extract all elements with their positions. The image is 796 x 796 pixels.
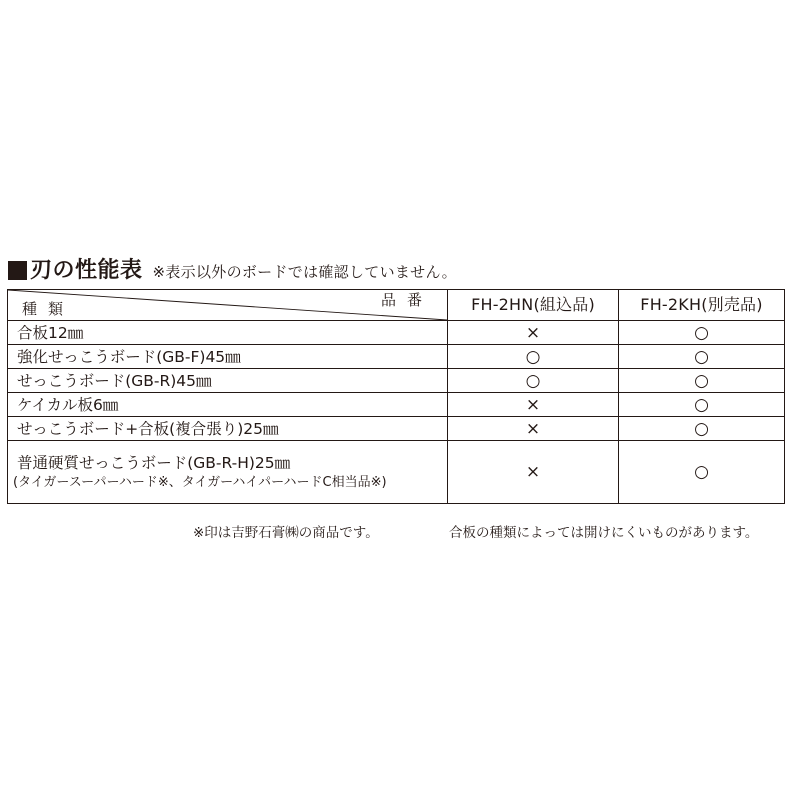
- title-row: [8, 254, 457, 284]
- footnote-right: 合板の種類によっては開けにくいものがあります。: [449, 525, 759, 541]
- row-sublabel: (タイガースーパーハード※、タイガーハイパーハードC相当品※): [13, 475, 387, 490]
- mark-fh-2hn: ○: [448, 369, 619, 393]
- table-header-row: [8, 290, 785, 321]
- blade-performance-table: [7, 289, 785, 504]
- title-note: ※表示以外のボードでは確認していません。: [152, 263, 457, 281]
- table-row: [8, 441, 785, 504]
- page-title: 刃の性能表: [30, 258, 143, 283]
- header-diagonal-cell: [8, 290, 448, 321]
- mark-fh-2hn: ○: [448, 345, 619, 369]
- mark-fh-2hn: ×: [448, 417, 619, 441]
- mark-fh-2kh: ○: [619, 345, 785, 369]
- mark-fh-2hn: ×: [448, 393, 619, 417]
- column-header-fh-2kh: FH-2KH(別売品): [619, 290, 785, 321]
- black-square-icon: [8, 261, 27, 280]
- mark-fh-2kh: ○: [619, 393, 785, 417]
- column-header-fh-2hn: FH-2HN(組込品): [448, 290, 619, 321]
- table-row: [8, 369, 785, 393]
- row-label: 合板12㎜: [8, 321, 448, 345]
- mark-fh-2kh: ○: [619, 417, 785, 441]
- row-label: せっこうボード(GB-R)45㎜: [8, 369, 448, 393]
- table-row: [8, 393, 785, 417]
- row-label: 強化せっこうボード(GB-F)45㎜: [8, 345, 448, 369]
- mark-fh-2hn: ×: [448, 441, 619, 504]
- row-label: ケイカル板6㎜: [8, 393, 448, 417]
- type-label: 種類: [22, 300, 75, 318]
- row-label: せっこうボード+合板(複合張り)25㎜: [8, 417, 448, 441]
- table-row: [8, 321, 785, 345]
- mark-fh-2kh: ○: [619, 441, 785, 504]
- mark-fh-2hn: ×: [448, 321, 619, 345]
- mark-fh-2kh: ○: [619, 369, 785, 393]
- table-row: [8, 345, 785, 369]
- product-number-label: 品番: [380, 291, 433, 309]
- footnote-left: ※印は吉野石膏㈱の商品です。: [193, 525, 379, 541]
- row-label: 普通硬質せっこうボード(GB-R-H)25㎜: [17, 454, 291, 472]
- mark-fh-2kh: ○: [619, 321, 785, 345]
- table-row: [8, 417, 785, 441]
- row-label-cell: [8, 441, 448, 504]
